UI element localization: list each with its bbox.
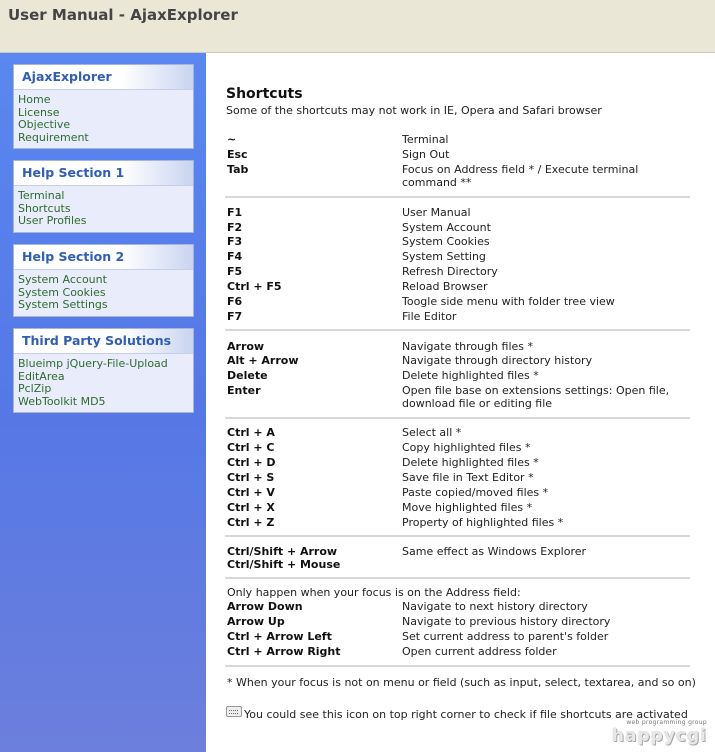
shortcut-key: Delete (227, 369, 268, 382)
shortcut-key: Ctrl/Shift + Arrow (227, 545, 338, 558)
shortcut-key: Ctrl + D (227, 456, 276, 469)
shortcut-desc: Navigate through directory history (402, 354, 593, 367)
shortcut-key: ~ (227, 133, 237, 146)
shortcut-key: Esc (227, 148, 248, 161)
divider (225, 577, 690, 579)
shortcut-desc: Navigate to next history directory (402, 600, 588, 613)
shortcut-desc: Navigate to previous history directory (402, 615, 611, 628)
address-note: Only happen when your focus is on the Address field: (227, 586, 521, 599)
shortcut-desc: Delete highlighted files * (402, 369, 539, 382)
shortcut-desc: System Account (402, 221, 491, 234)
section-title: Help Section 1 (14, 161, 193, 186)
window-title: User Manual - AjaxExplorer (8, 6, 238, 24)
page-title: Shortcuts (226, 86, 303, 102)
shortcut-desc: System Cookies (402, 235, 490, 248)
sidebar-link-user-profiles[interactable]: User Profiles (18, 214, 87, 228)
watermark (612, 719, 707, 746)
sidebar-section-third-party (13, 328, 194, 413)
shortcut-desc: Delete highlighted files * (402, 456, 539, 469)
page-subtitle: Some of the shortcuts may not work in IE, Opera and Safari browser (226, 104, 602, 117)
shortcut-key: F5 (227, 265, 243, 278)
sidebar-link-system-settings[interactable]: System Settings (18, 298, 108, 312)
divider (225, 417, 690, 419)
shortcut-desc: File Editor (402, 310, 457, 323)
shortcut-desc: Navigate through files * (402, 340, 534, 353)
sidebar-section-help-1 (13, 160, 194, 233)
shortcut-desc: Open current address folder (402, 645, 557, 658)
shortcut-key: Tab (227, 163, 249, 176)
shortcut-desc: Set current address to parent's folder (402, 630, 609, 643)
shortcut-key: Ctrl/Shift + Mouse (227, 558, 341, 571)
shortcut-desc: System Setting (402, 250, 486, 263)
sidebar-section-ajaxexplorer (13, 64, 194, 149)
shortcut-key: F3 (227, 235, 243, 248)
sidebar-link-objective[interactable]: Objective (18, 118, 71, 132)
shortcut-desc: Select all * (402, 426, 462, 439)
sidebar-link-shortcuts[interactable]: Shortcuts (18, 201, 71, 215)
shortcut-key: Enter (227, 384, 261, 397)
shortcut-desc: Focus on Address field * / Execute terminal command ** (402, 163, 639, 189)
shortcut-desc: Reload Browser (402, 280, 488, 293)
divider (225, 665, 690, 667)
sidebar-link-terminal[interactable]: Terminal (18, 189, 65, 202)
sidebar (0, 53, 206, 752)
shortcut-key: Ctrl + S (227, 471, 275, 484)
sidebar-section-help-2 (13, 244, 194, 317)
shortcut-key: Ctrl + X (227, 501, 275, 514)
shortcut-key: F6 (227, 295, 243, 308)
shortcut-key: F4 (227, 250, 243, 263)
shortcut-key: Ctrl + Arrow Right (227, 645, 341, 658)
shortcut-key: Arrow (227, 340, 265, 353)
shortcut-key: Arrow Down (227, 600, 303, 613)
shortcut-desc: Refresh Directory (402, 265, 498, 278)
divider (225, 329, 690, 331)
shortcut-key: F7 (227, 310, 243, 323)
section-title: AjaxExplorer (14, 65, 193, 90)
sidebar-link-webtoolkit-md5[interactable]: WebToolkit MD5 (18, 394, 106, 408)
shortcut-key: F2 (227, 221, 243, 234)
shortcut-desc: Property of highlighted files * (402, 516, 564, 529)
shortcut-key: Ctrl + A (227, 426, 275, 439)
shortcut-desc: Sign Out (402, 148, 450, 161)
section-title: Help Section 2 (14, 245, 193, 270)
shortcut-desc: Copy highlighted files * (402, 441, 531, 454)
shortcut-key: Arrow Up (227, 615, 285, 628)
shortcut-desc: User Manual (402, 206, 471, 219)
shortcut-desc: Toogle side menu with folder tree view (402, 295, 615, 308)
section-title: Third Party Solutions (14, 329, 193, 354)
keyboard-icon (226, 706, 242, 717)
watermark-small: web programming group (626, 719, 707, 726)
watermark-logo: happycgi (611, 726, 707, 746)
shortcut-key: Ctrl + F5 (227, 280, 282, 293)
shortcut-key: Ctrl + C (227, 441, 275, 454)
sidebar-link-blueimp[interactable]: Blueimp jQuery-File-Upload (18, 357, 168, 370)
sidebar-link-system-account[interactable]: System Account (18, 273, 107, 286)
shortcut-desc: Move highlighted files * (402, 501, 533, 514)
shortcut-desc: Paste copied/moved files * (402, 486, 549, 499)
shortcut-desc: Same effect as Windows Explorer (402, 545, 587, 558)
shortcut-desc: Terminal (402, 133, 449, 146)
shortcut-desc: Save file in Text Editor * (402, 471, 534, 484)
sidebar-link-requirement[interactable]: Requirement (18, 130, 89, 144)
shortcut-key: Alt + Arrow (227, 354, 299, 367)
icon-note: You could see this icon on top right corner to check if file shortcuts are activated (244, 708, 688, 721)
main-content (206, 53, 715, 752)
sidebar-link-home[interactable]: Home (18, 93, 51, 106)
sidebar-link-system-cookies[interactable]: System Cookies (18, 285, 106, 299)
shortcut-desc: Open file base on extensions settings: Open file, download file or editing file (402, 384, 670, 410)
title-bar (0, 0, 715, 53)
divider (225, 535, 690, 537)
sidebar-link-license[interactable]: License (18, 105, 60, 119)
divider (225, 196, 690, 198)
sidebar-link-editarea[interactable]: EditArea (18, 369, 65, 383)
shortcut-key: F1 (227, 206, 243, 219)
shortcut-key: Ctrl + Z (227, 516, 275, 529)
sidebar-link-pclzip[interactable]: PclZip (18, 382, 52, 396)
shortcut-key: Ctrl + V (227, 486, 275, 499)
footnote: * When your focus is not on menu or field (such as input, select, textarea, and so on) (227, 676, 696, 689)
shortcut-key: Ctrl + Arrow Left (227, 630, 332, 643)
